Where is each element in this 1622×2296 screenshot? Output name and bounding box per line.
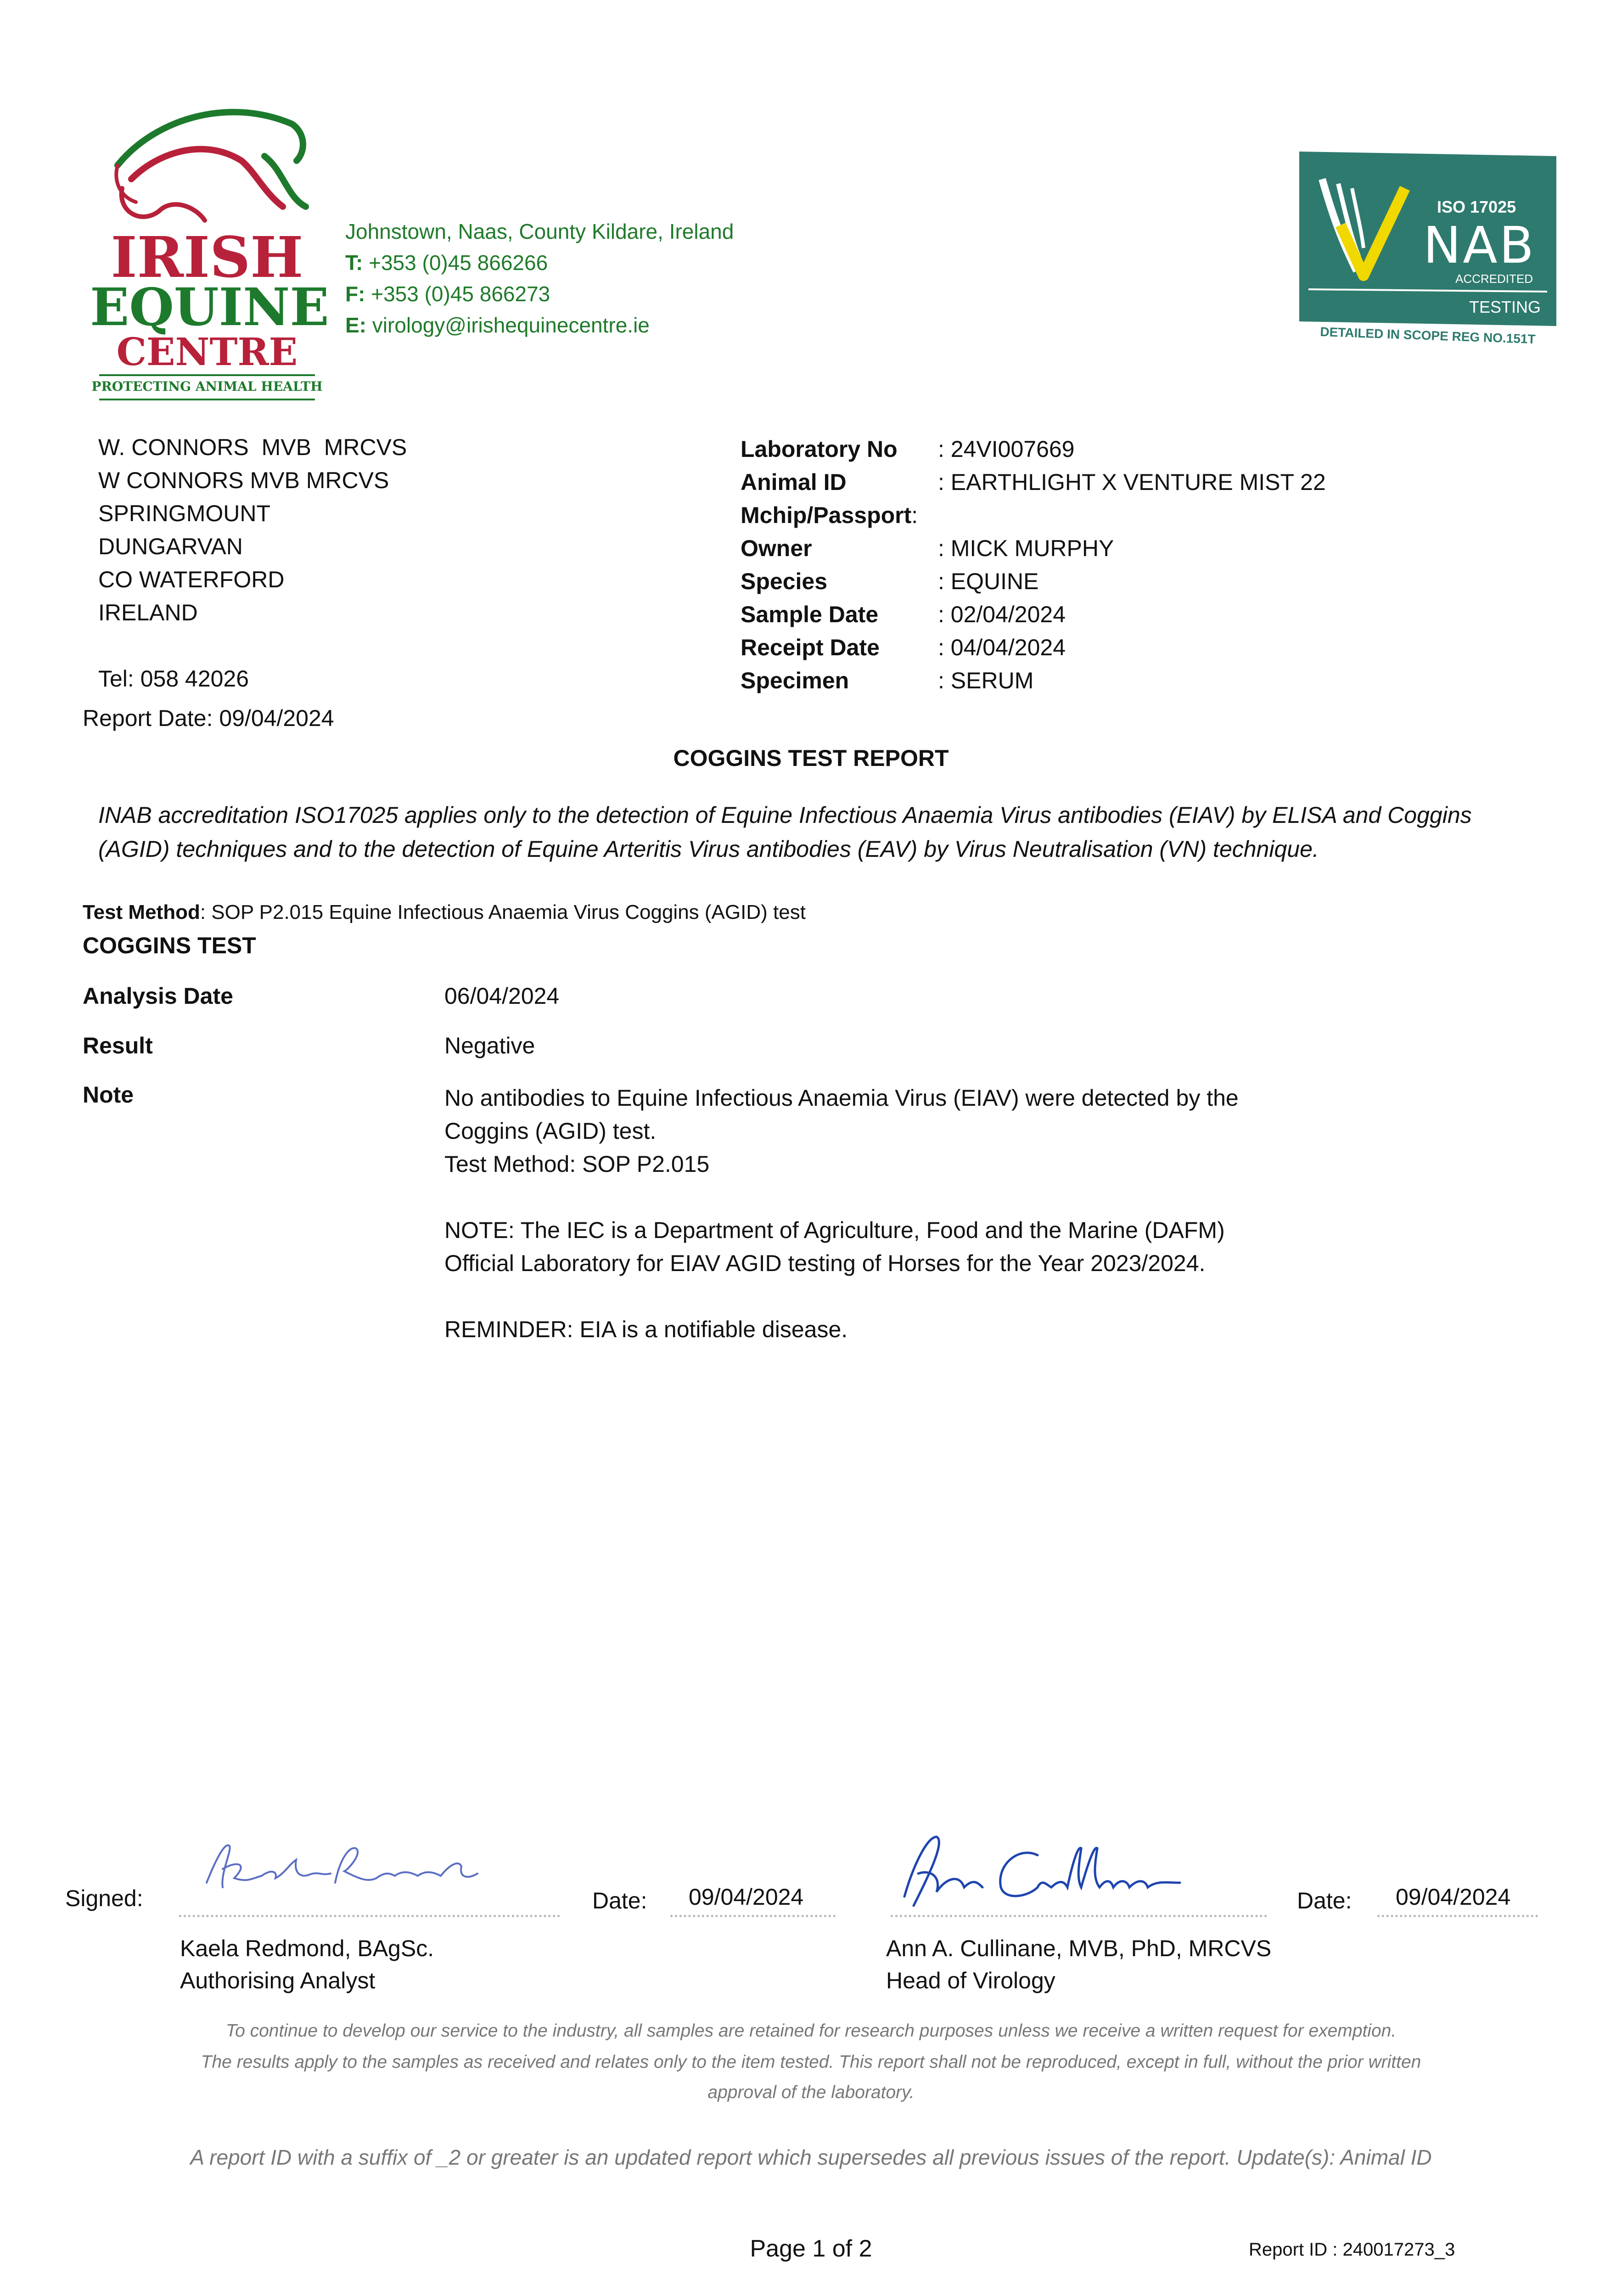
date-value-left: 09/04/2024: [689, 1884, 804, 1910]
lab-info-row: Mchip/Passport :: [741, 502, 918, 528]
update-note: A report ID with a suffix of _2 or greater is an updated report which supersedes all previous issues of the report. Update(s): Animal ID: [190, 2145, 1432, 2169]
address-line: CO WATERFORD: [98, 567, 285, 592]
logo-line-irish: IRISH: [111, 224, 303, 290]
recipient-tel: Tel: 058 42026: [98, 666, 249, 692]
date-value-right: 09/04/2024: [1396, 1884, 1511, 1910]
inab-accreditation-badge: [1299, 152, 1556, 354]
logo-line-equine: EQUINE: [90, 277, 329, 338]
address-line: SPRINGMOUNT: [98, 501, 270, 526]
signature-line-right: [891, 1915, 1267, 1917]
disclaimer-results: The results apply to the samples as received and relates only to the item tested. This report shall not be reproduced, except in full, without the prior written approval of the laboratory.: [201, 2052, 1421, 2102]
signatory-left: [180, 1932, 434, 1997]
inab-scope: DETAILED IN SCOPE REG NO.151T: [1319, 324, 1536, 347]
analysis-date-label: Analysis Date: [83, 983, 233, 1009]
irish-equine-centre-logo: [90, 92, 329, 404]
report-date: Report Date: 09/04/2024: [83, 705, 334, 731]
analysis-date-value: 06/04/2024: [444, 983, 560, 1009]
note-paragraph: No antibodies to Equine Infectious Anaemia Virus (EIAV) were detected by the Coggins (AGID) test. Test Method: SOP P2.015: [444, 1085, 1239, 1177]
address-line: IRELAND: [98, 600, 198, 625]
address-line: DUNGARVAN: [98, 534, 243, 559]
signed-label: Signed:: [65, 1885, 143, 1911]
address-line: W. CONNORS MVB MRCVS: [98, 434, 407, 460]
inab-testing: TESTING: [1469, 298, 1541, 316]
signature-ann-cullinane: [886, 1828, 1207, 1915]
note-text: [444, 1081, 1294, 1379]
page-number: Page 1 of 2: [750, 2235, 872, 2262]
lab-info-row: Owner : MICK MURPHY: [741, 535, 1114, 561]
result-label: Result: [83, 1033, 153, 1058]
signatory-name: Ann A. Cullinane, MVB, PhD, MRCVS: [886, 1936, 1272, 1961]
report-title: COGGINS TEST REPORT: [673, 745, 949, 771]
signature-line-left: [179, 1915, 560, 1917]
contact-block: [345, 216, 734, 341]
logo-divider: [99, 374, 315, 376]
note-label: Note: [83, 1082, 134, 1108]
logo-tagline: PROTECTING ANIMAL HEALTH: [91, 379, 323, 394]
inab-accredited: ACCREDITED: [1455, 272, 1533, 286]
date-label-left: Date:: [592, 1888, 647, 1913]
inab-iso: ISO 17025: [1437, 197, 1516, 216]
inab-name: NAB: [1423, 216, 1536, 275]
lab-info-row: Animal ID : EARTHLIGHT X VENTURE MIST 22: [741, 469, 1326, 495]
inab-check-icon: [1313, 170, 1414, 285]
date-line-right: [1377, 1915, 1538, 1917]
signatory-name: Kaela Redmond, BAgSc.: [180, 1936, 434, 1961]
logo-line-centre: CENTRE: [116, 330, 298, 374]
lab-info-row: Receipt Date : 04/04/2024: [741, 635, 1066, 660]
lab-info-row: Species : EQUINE: [741, 568, 1039, 594]
contact-address: Johnstown, Naas, County Kildare, Ireland: [345, 219, 734, 243]
signatory-right: [886, 1932, 1271, 1997]
horse-head-icon: [90, 92, 324, 230]
test-method: Test Method: SOP P2.015 Equine Infectious Anaemia Virus Coggins (AGID) test: [83, 901, 806, 923]
lab-info-row: Specimen : SERUM: [741, 668, 1034, 693]
date-label-right: Date:: [1297, 1888, 1352, 1913]
signatory-role: Authorising Analyst: [180, 1968, 376, 1993]
lab-info-table: [741, 433, 1326, 697]
date-line-left: [670, 1915, 836, 1917]
inab-statement: INAB accreditation ISO17025 applies only to the detection of Equine Infectious Anaemia Virus antibodies (EIAV) by ELISA and Coggins (AGID) techniques and to the detection of Equine Arteritis Virus antibodies (EAV) by Virus Neutralisation (VN) technique.: [98, 802, 1472, 862]
address-line: W CONNORS MVB MRCVS: [98, 467, 389, 493]
logo-divider-bottom: [99, 399, 315, 400]
lab-info-row: Sample Date : 02/04/2024: [741, 602, 1066, 627]
recipient-address: [98, 431, 407, 695]
signatory-role: Head of Virology: [886, 1968, 1055, 1993]
section-title: COGGINS TEST: [83, 933, 256, 958]
report-id: Report ID : 240017273_3: [1249, 2240, 1455, 2260]
lab-info-row: Laboratory No : 24VI007669: [741, 436, 1075, 462]
disclaimer-retention: To continue to develop our service to the industry, all samples are retained for research purposes unless we receive a written request for exemption.: [225, 2021, 1397, 2041]
signature-kaela-redmond: [197, 1832, 491, 1901]
contact-fax: F: +353 (0)45 866273: [345, 282, 550, 306]
contact-phone: T: +353 (0)45 866266: [345, 251, 548, 275]
contact-email[interactable]: E: virology@irishequinecentre.ie: [345, 313, 650, 337]
note-paragraph: NOTE: The IEC is a Department of Agriculture, Food and the Marine (DAFM) Official Laboratory for EIAV AGID testing of Horses for the Year 2023/2024.: [444, 1217, 1225, 1276]
note-paragraph: REMINDER: EIA is a notifiable disease.: [444, 1317, 848, 1342]
result-value: Negative: [444, 1033, 535, 1058]
